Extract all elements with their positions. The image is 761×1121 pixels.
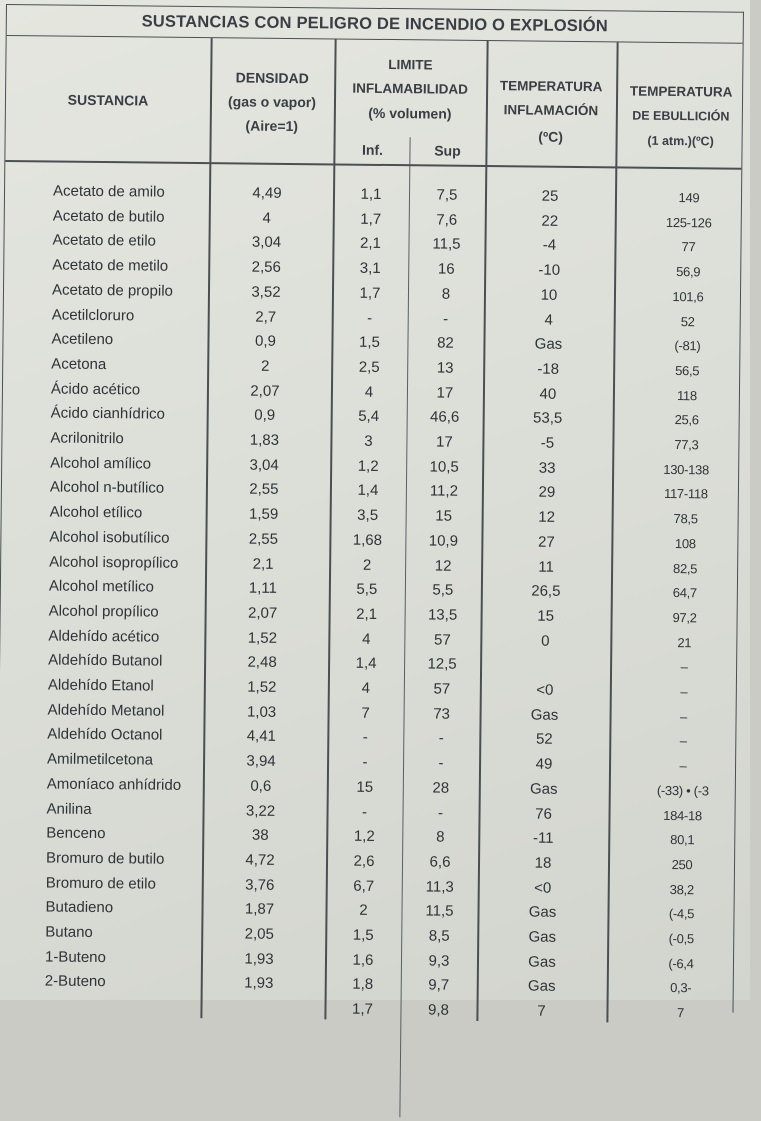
cell-inf: 1,2 xyxy=(357,457,379,475)
cell-temp-ebullicion: 77 xyxy=(681,239,696,255)
cell-sustancia: Alcohol amílico xyxy=(50,454,152,473)
cell-sustancia: Acetato de metilo xyxy=(52,256,169,275)
cell-inf: 2,1 xyxy=(359,235,382,253)
cell-temp-ebullicion: 38,2 xyxy=(669,881,694,897)
cell-densidad: 2,05 xyxy=(244,925,274,943)
cell-sup: 17 xyxy=(436,433,453,451)
cell-temp-ebullicion: 97,2 xyxy=(672,609,697,626)
cell-sustancia: Bromuro de etilo xyxy=(45,874,156,893)
cell-inf: 5,4 xyxy=(358,408,380,426)
cell-sustancia: Amoníaco anhídrido xyxy=(46,775,182,794)
cell-densidad: 3,94 xyxy=(246,752,276,770)
cell-sustancia: Ácido cianhídrico xyxy=(50,404,166,423)
header-inflamacion: INFLAMACIÓN xyxy=(503,102,599,119)
cell-densidad: 4,41 xyxy=(246,727,277,746)
cell-inf: 4 xyxy=(364,383,374,401)
cell-inf: 2,5 xyxy=(358,358,380,376)
header-densidad-unit: (Aire=1) xyxy=(245,117,299,135)
cell-temp-ebullicion: 117-118 xyxy=(663,486,708,502)
header-temp-inflamacion: TEMPERATURA xyxy=(499,78,603,95)
cell-sustancia: Alcohol isobutílico xyxy=(49,528,170,547)
cell-inf: 1,7 xyxy=(360,210,382,228)
cell-temp-ebullicion: 52 xyxy=(680,313,695,329)
header-densidad-sub: (gas o vapor) xyxy=(227,93,317,111)
cell-sustancia: Acetilcloruro xyxy=(51,305,135,324)
cell-inf: 3,1 xyxy=(359,259,381,278)
cell-temp-ebullicion: 78,5 xyxy=(673,511,698,527)
cell-densidad xyxy=(201,996,317,997)
cell-sustancia: 2-Buteno xyxy=(44,972,106,991)
cell-densidad: 0,6 xyxy=(250,777,272,795)
cell-sustancia: Alcohol etílico xyxy=(49,503,143,522)
cell-sustancia: Alcohol n-butílico xyxy=(49,478,165,498)
cell-sustancia: Bromuro de butilo xyxy=(45,849,165,868)
header-densidad: DENSIDAD xyxy=(235,69,309,87)
cell-temp-ebullicion: – xyxy=(680,708,688,724)
cell-temp-inflamacion: Gas xyxy=(529,780,558,798)
cell-sustancia: Acetona xyxy=(51,355,107,373)
cell-temp-ebullicion: 125-126 xyxy=(665,214,712,231)
cell-sup: 9,3 xyxy=(428,952,450,970)
cell-temp-inflamacion: -10 xyxy=(538,261,561,279)
cell-densidad: 4,72 xyxy=(245,851,275,869)
cell-temp-inflamacion: 52 xyxy=(535,730,553,749)
cell-temp-ebullicion: 7 xyxy=(676,1005,685,1021)
cell-inf: 1,5 xyxy=(352,926,374,944)
cell-sup: 57 xyxy=(433,631,451,649)
cell-densidad: 2,56 xyxy=(251,258,281,276)
cell-sup: 15 xyxy=(435,507,453,525)
cell-inf: 7 xyxy=(361,704,370,722)
header-sup: Sup xyxy=(434,142,461,159)
cell-densidad: 3,22 xyxy=(245,802,276,820)
cell-temp-ebullicion: (-81) xyxy=(674,338,701,354)
header-limite: LIMITE xyxy=(388,57,433,73)
cell-sup: 82 xyxy=(437,334,454,352)
cell-temp-inflamacion: 40 xyxy=(539,385,557,403)
header-volumen: (% volumen) xyxy=(368,104,452,122)
cell-inf: 1,7 xyxy=(359,284,381,302)
cell-temp-inflamacion: 53,5 xyxy=(532,409,563,428)
cell-temp-inflamacion: Gas xyxy=(527,977,556,996)
cell-inf: - xyxy=(362,729,368,747)
cell-densidad: 2,55 xyxy=(249,480,279,499)
header-sustancia: SUSTANCIA xyxy=(67,91,149,109)
cell-densidad: 1,03 xyxy=(246,703,277,721)
header-ebullicion: DE EBULLICIÓN xyxy=(632,108,730,124)
cell-sup: 9,8 xyxy=(427,1001,449,1019)
cell-densidad: 3,76 xyxy=(245,876,275,894)
cell-temp-ebullicion: – xyxy=(680,659,688,675)
cell-sup: 17 xyxy=(436,384,454,402)
cell-sup: 73 xyxy=(433,705,451,723)
hazard-table xyxy=(0,4,744,1021)
cell-temp-inflamacion: 10 xyxy=(540,286,558,304)
cell-densidad: 1,83 xyxy=(249,431,280,449)
cell-densidad: 3,04 xyxy=(251,233,282,252)
cell-inf: 15 xyxy=(356,778,374,796)
cell-densidad: 1,93 xyxy=(244,950,274,968)
cell-sustancia: Butadieno xyxy=(45,898,114,917)
cell-sustancia: Anilina xyxy=(46,799,92,818)
cell-sustancia: Acetato de butilo xyxy=(52,207,165,226)
cell-inf: 2,1 xyxy=(356,605,378,623)
cell-temp-inflamacion: 7 xyxy=(537,1002,546,1020)
cell-sup: 8 xyxy=(441,285,451,303)
cell-temp-inflamacion: Gas xyxy=(530,706,559,724)
cell-densidad: 1,59 xyxy=(248,505,279,523)
cell-temp-ebullicion: 56,9 xyxy=(676,264,701,280)
table-title: SUSTANCIAS CON PELIGRO DE INCENDIO O EXPLOSIÓN xyxy=(7,5,743,44)
cell-sup: - xyxy=(438,729,444,748)
cell-sustancia: Amilmetilcetona xyxy=(47,750,154,769)
cell-sustancia: Acrilonitrilo xyxy=(50,429,124,448)
cell-inf: 2,6 xyxy=(353,852,375,870)
cell-inf: 5,5 xyxy=(356,580,378,599)
cell-sustancia: 1-Buteno xyxy=(44,948,107,966)
header-temp-ebullicion: TEMPERATURA xyxy=(629,83,733,100)
cell-sup: 57 xyxy=(433,680,451,698)
cell-sup: 5,5 xyxy=(432,581,454,599)
cell-densidad: 38 xyxy=(251,826,269,844)
cell-inf: - xyxy=(362,753,368,771)
cell-temp-ebullicion: 80,1 xyxy=(670,832,695,848)
cell-sup: - xyxy=(438,754,444,772)
cell-sup: 11,3 xyxy=(425,878,454,896)
cell-sustancia: Alcohol metílico xyxy=(48,577,155,596)
cell-temp-ebullicion: (-33) • (-3 xyxy=(656,782,709,799)
cell-densidad: 1,11 xyxy=(248,579,278,598)
cell-densidad: 3,04 xyxy=(249,456,279,474)
cell-temp-ebullicion: 130-138 xyxy=(663,461,710,478)
cell-inf: 1,68 xyxy=(352,531,383,549)
cell-sup: 11,5 xyxy=(432,235,461,254)
cell-temp-inflamacion: 27 xyxy=(537,533,555,551)
cell-temp-ebullicion: (-4,5 xyxy=(668,906,695,922)
cell-sup: 11,2 xyxy=(429,482,459,501)
cell-inf: 2 xyxy=(359,902,368,920)
cell-temp-ebullicion: (-6,4 xyxy=(668,955,694,971)
cell-sustancia: Aldehído Metanol xyxy=(47,701,165,720)
cell-sustancia: Ácido acético xyxy=(50,380,141,399)
cell-temp-inflamacion: <0 xyxy=(536,681,554,699)
cell-sup: 7,6 xyxy=(436,211,458,229)
cell-temp-inflamacion: 4 xyxy=(544,311,553,329)
cell-temp-ebullicion: 82,5 xyxy=(672,560,698,576)
cell-temp-ebullicion: – xyxy=(680,684,688,700)
cell-temp-ebullicion: – xyxy=(679,733,687,749)
cell-inf: 1,2 xyxy=(353,827,375,846)
cell-sustancia: Alcohol isopropílico xyxy=(49,552,179,572)
cell-inf: 2 xyxy=(362,556,372,574)
cell-densidad: 2,07 xyxy=(250,382,280,400)
cell-sup: 46,6 xyxy=(429,408,460,427)
cell-temp-inflamacion: 15 xyxy=(537,607,555,625)
cell-temp-inflamacion: 26,5 xyxy=(531,582,561,601)
cell-densidad: 1,52 xyxy=(247,678,277,696)
cell-sup: 28 xyxy=(432,779,450,797)
cell-temp-ebullicion: 101,6 xyxy=(672,288,704,305)
cell-densidad: 1,87 xyxy=(244,900,275,919)
cell-temp-inflamacion: -11 xyxy=(532,829,554,847)
cell-inf: 1,5 xyxy=(358,333,380,352)
cell-inf: 6,7 xyxy=(353,877,375,895)
cell-temp-inflamacion: 49 xyxy=(535,755,553,773)
header-inf: Inf. xyxy=(361,141,384,158)
cell-sup: 8 xyxy=(436,828,445,846)
cell-sup: 12 xyxy=(434,557,452,575)
cell-sup: 7,5 xyxy=(436,186,458,204)
cell-sup: 13,5 xyxy=(427,606,458,624)
cell-densidad: 0,9 xyxy=(254,332,276,351)
header-ebullicion-unit: (1 atm.)(ºC) xyxy=(647,133,714,149)
cell-temp-inflamacion: Gas xyxy=(528,903,557,922)
cell-sup: 11,5 xyxy=(425,902,454,921)
cell-inf: 1,6 xyxy=(352,951,374,969)
cell-temp-ebullicion: 118 xyxy=(676,387,697,403)
cell-densidad: 4,49 xyxy=(252,184,282,202)
cell-temp-ebullicion: 184-18 xyxy=(663,807,702,823)
cell-sup: 10,5 xyxy=(429,458,459,476)
cell-sup: 8,5 xyxy=(428,927,450,945)
cell-inf: - xyxy=(367,309,373,327)
cell-inf: 3,5 xyxy=(357,506,379,525)
cell-densidad: 2 xyxy=(260,357,270,375)
cell-temp-ebullicion: 56,5 xyxy=(675,362,700,379)
header-inflamabilidad: INFLAMABILIDAD xyxy=(352,80,468,97)
cell-sustancia: Aldehído Etanol xyxy=(47,676,154,695)
cell-temp-ebullicion: 64,7 xyxy=(672,585,697,601)
cell-temp-inflamacion: 11 xyxy=(538,558,555,576)
cell-densidad: 2,1 xyxy=(252,555,274,573)
cell-sup: - xyxy=(437,804,444,822)
cell-densidad: 2,48 xyxy=(247,653,277,672)
cell-temp-ebullicion: 149 xyxy=(678,190,700,206)
cell-inf: 4 xyxy=(361,679,371,697)
cell-sustancia: Acetato de propilo xyxy=(51,281,174,300)
cell-densidad: 2,55 xyxy=(248,530,279,548)
cell-densidad: 0,9 xyxy=(254,406,276,425)
cell-sup: 16 xyxy=(437,260,455,278)
cell-temp-inflamacion: -5 xyxy=(540,434,555,452)
cell-sup: 6,6 xyxy=(429,853,451,871)
cell-temp-inflamacion: Gas xyxy=(528,928,557,946)
cell-sup: 12,5 xyxy=(427,655,457,674)
cell-inf: 1,1 xyxy=(360,185,382,203)
cell-sup: - xyxy=(443,310,449,328)
cell-temp-inflamacion: 76 xyxy=(535,805,552,823)
cell-temp-inflamacion: 25 xyxy=(541,187,559,205)
cell-temp-inflamacion xyxy=(482,653,608,654)
cell-sustancia: Acetato de etilo xyxy=(52,231,157,250)
cell-temp-inflamacion: <0 xyxy=(534,879,552,897)
cell-temp-ebullicion: 25,6 xyxy=(674,412,699,428)
cell-inf: 4 xyxy=(362,630,371,648)
cell-densidad: 4 xyxy=(262,209,272,227)
cell-temp-inflamacion: Gas xyxy=(534,335,563,354)
cell-inf: - xyxy=(361,803,368,821)
cell-sustancia: Benceno xyxy=(46,824,106,843)
cell-temp-inflamacion: 22 xyxy=(541,212,559,230)
cell-temp-ebullicion: (-0,5 xyxy=(668,930,694,947)
cell-temp-inflamacion: 29 xyxy=(538,483,556,502)
cell-sup: 13 xyxy=(436,359,454,377)
cell-temp-inflamacion: 18 xyxy=(534,854,552,872)
cell-inf: 1,7 xyxy=(351,1000,374,1018)
cell-densidad: 3,52 xyxy=(251,283,281,301)
cell-temp-ebullicion: 108 xyxy=(674,535,696,552)
cell-densidad: 2,7 xyxy=(255,308,277,326)
cell-sustancia: Acetato de amilo xyxy=(52,182,165,201)
cell-sustancia: Aldehído Octanol xyxy=(47,725,163,745)
cell-densidad: 1,52 xyxy=(247,629,278,647)
cell-inf: 1,8 xyxy=(352,976,374,994)
cell-sustancia: Aldehído Butanol xyxy=(48,651,163,670)
cell-temp-ebullicion: 77,3 xyxy=(674,437,699,453)
cell-temp-ebullicion: – xyxy=(679,758,687,774)
cell-sustancia: Alcohol propílico xyxy=(48,602,159,621)
cell-temp-inflamacion: -4 xyxy=(542,237,557,255)
cell-densidad: 1,93 xyxy=(244,974,274,993)
cell-sustancia: Aldehído acético xyxy=(48,627,160,646)
cell-temp-inflamacion: 12 xyxy=(538,508,556,526)
cell-sustancia: Butano xyxy=(45,923,93,941)
cell-sustancia: Acetileno xyxy=(51,330,114,349)
cell-temp-ebullicion: 21 xyxy=(677,634,692,650)
cell-inf: 1,4 xyxy=(355,654,377,673)
cell-sup: 9,7 xyxy=(428,976,450,995)
cell-temp-inflamacion: -18 xyxy=(537,360,560,378)
cell-sup: 10,9 xyxy=(428,532,459,550)
cell-temp-inflamacion: Gas xyxy=(528,953,556,971)
cell-temp-inflamacion: 0 xyxy=(541,632,550,650)
cell-densidad: 2,07 xyxy=(247,604,278,622)
cell-inf: 3 xyxy=(364,432,373,450)
header-inflamacion-unit: (ºC) xyxy=(538,128,564,145)
cell-temp-inflamacion: 33 xyxy=(538,459,556,477)
cell-temp-ebullicion: 0,3- xyxy=(670,980,692,996)
cell-temp-ebullicion: 250 xyxy=(671,856,693,873)
cell-inf: 1,4 xyxy=(357,482,379,500)
